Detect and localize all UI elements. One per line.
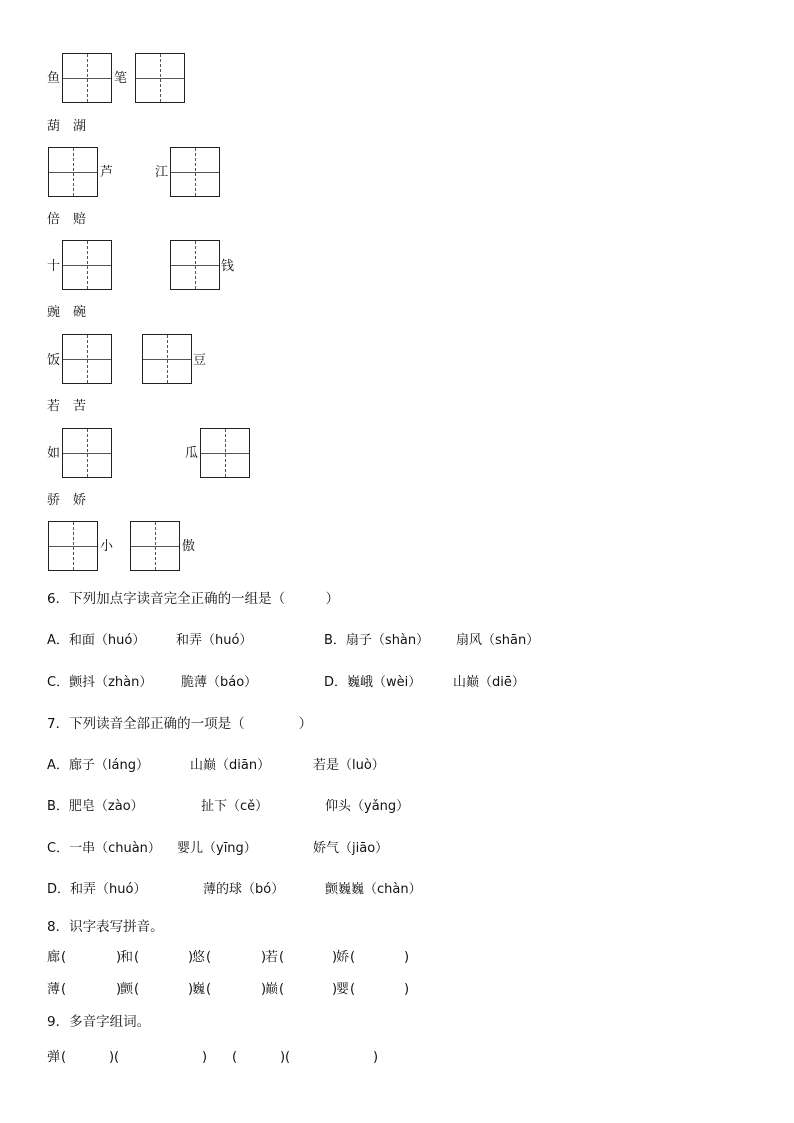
paren-open: ( <box>279 982 285 997</box>
paren-close: ) <box>280 1050 286 1065</box>
paren-open: ( <box>61 982 67 997</box>
pinyin-char: 巍 <box>192 982 206 997</box>
writing-box[interactable] <box>48 521 98 571</box>
option-text: 若是（luò） <box>313 758 385 773</box>
pinyin-char: 若 <box>265 950 279 965</box>
pinyin-char: 廊 <box>47 950 61 965</box>
pinyin-char: 悠 <box>192 950 206 965</box>
paren-open: ( <box>285 1050 291 1065</box>
grid-label: 江 <box>155 165 169 180</box>
writing-box[interactable] <box>142 334 192 384</box>
pinyin-char: 和 <box>120 950 134 965</box>
paren-close: ) <box>202 1050 208 1065</box>
grid-label: 钱 <box>221 259 235 274</box>
writing-box[interactable] <box>170 240 220 290</box>
paren-open: ( <box>206 950 212 965</box>
char-pair: 倍 赔 <box>47 212 87 227</box>
paren-close: ) <box>109 1050 115 1065</box>
option-text[interactable]: D．巍峨（wèi） <box>324 675 422 690</box>
paren-close: ) <box>261 982 267 997</box>
pinyin-char: 颤 <box>120 982 134 997</box>
writing-box[interactable] <box>48 147 98 197</box>
writing-box[interactable] <box>62 240 112 290</box>
pinyin-char: 婴 <box>336 982 350 997</box>
grid-label: 瓜 <box>185 446 199 461</box>
option-text: 扯下（cě） <box>201 799 269 814</box>
paren-open: ( <box>61 950 67 965</box>
grid-label: 笔 <box>114 71 128 86</box>
paren-close: ) <box>188 982 194 997</box>
paren-open: ( <box>279 950 285 965</box>
option-text: 仰头（yǎng） <box>325 799 410 814</box>
writing-box[interactable] <box>130 521 180 571</box>
paren-open: ( <box>350 982 356 997</box>
grid-label: 小 <box>100 539 114 554</box>
grid-label: 十 <box>47 259 61 274</box>
writing-box[interactable] <box>62 53 112 103</box>
paren-open: ( <box>134 950 140 965</box>
option-text[interactable]: B．扇子（shàn） <box>324 633 430 648</box>
option-text: 薄的球（bó） <box>203 882 285 897</box>
writing-box[interactable] <box>200 428 250 478</box>
grid-label: 豆 <box>193 353 207 368</box>
option-text[interactable]: A．廊子（láng） <box>47 758 149 773</box>
char-pair: 骄 娇 <box>47 493 87 508</box>
option-text: 扇风（shān） <box>456 633 540 648</box>
paren-open: ( <box>114 1050 120 1065</box>
option-text: 娇气（jiāo） <box>313 841 389 856</box>
polyphone-char: 弹 <box>47 1050 61 1065</box>
paren-open: ( <box>206 982 212 997</box>
option-text[interactable]: C．一串（chuàn） <box>47 841 161 856</box>
option-text: 和弄（huó） <box>176 633 253 648</box>
question-stem: 8．识字表写拼音。 <box>47 919 164 935</box>
paren-open: ( <box>232 1050 238 1065</box>
paren-close: ) <box>404 982 410 997</box>
option-text: 婴儿（yīng） <box>177 841 257 856</box>
grid-label: 如 <box>47 446 61 461</box>
writing-box[interactable] <box>62 334 112 384</box>
option-text[interactable]: A．和面（huó） <box>47 633 146 648</box>
pinyin-char: 巅 <box>265 982 279 997</box>
grid-label: 饭 <box>47 353 61 368</box>
option-text: 颤巍巍（chàn） <box>325 882 422 897</box>
option-text[interactable]: D．和弄（huó） <box>47 882 147 897</box>
char-pair: 若 苦 <box>47 399 87 414</box>
pinyin-char: 薄 <box>47 982 61 997</box>
writing-box[interactable] <box>135 53 185 103</box>
option-text[interactable]: C．颤抖（zhàn） <box>47 675 153 690</box>
paren-open: ( <box>61 1050 67 1065</box>
question-stem: 6．下列加点字读音完全正确的一组是（ ） <box>47 591 340 607</box>
option-text: 山巅（diān） <box>190 758 271 773</box>
paren-close: ) <box>188 950 194 965</box>
grid-label: 傲 <box>182 539 196 554</box>
writing-box[interactable] <box>170 147 220 197</box>
paren-close: ) <box>116 950 122 965</box>
question-stem: 9．多音字组词。 <box>47 1014 151 1030</box>
grid-label: 芦 <box>100 165 114 180</box>
paren-close: ) <box>404 950 410 965</box>
paren-close: ) <box>332 950 338 965</box>
paren-close: ) <box>332 982 338 997</box>
char-pair: 葫 湖 <box>47 119 87 134</box>
grid-label: 鱼 <box>47 71 61 86</box>
paren-close: ) <box>116 982 122 997</box>
question-stem: 7．下列读音全部正确的一项是（ ） <box>47 716 313 732</box>
writing-box[interactable] <box>62 428 112 478</box>
paren-open: ( <box>134 982 140 997</box>
paren-close: ) <box>373 1050 379 1065</box>
paren-open: ( <box>350 950 356 965</box>
paren-close: ) <box>261 950 267 965</box>
option-text: 脆薄（báo） <box>181 675 258 690</box>
option-text: 山巅（diē） <box>453 675 525 690</box>
option-text[interactable]: B．肥皂（zào） <box>47 799 144 814</box>
pinyin-char: 娇 <box>336 950 350 965</box>
char-pair: 豌 碗 <box>47 305 87 320</box>
